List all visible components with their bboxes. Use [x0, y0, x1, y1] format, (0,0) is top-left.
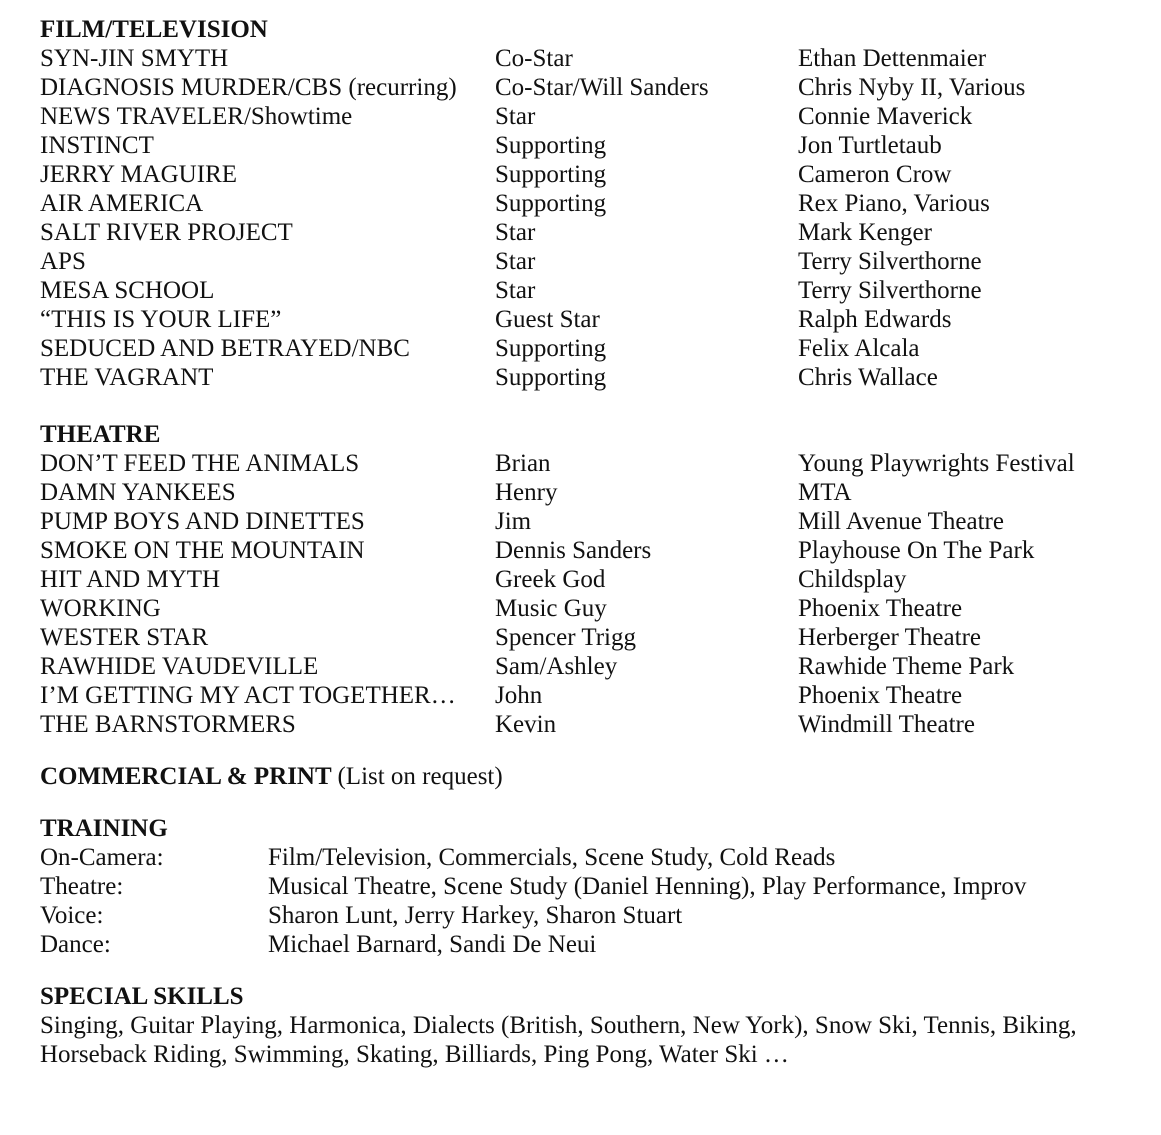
credit-title: SYN-JIN SMYTH [40, 45, 229, 72]
credit-venue: Mill Avenue Theatre [798, 508, 1004, 535]
credit-title: DON’T FEED THE ANIMALS [40, 450, 360, 477]
credit-role: Star [495, 277, 536, 304]
credit-role: Greek God [495, 566, 606, 593]
spacer [40, 392, 1140, 421]
credit-role: Brian [495, 450, 551, 477]
training-label: On-Camera: [40, 844, 164, 871]
credit-title: SMOKE ON THE MOUNTAIN [40, 537, 365, 564]
credit-role: Sam/Ashley [495, 653, 618, 680]
credit-title: I’M GETTING MY ACT TOGETHER… [40, 682, 456, 709]
credit-director: Rex Piano, Various [798, 190, 990, 217]
spacer [40, 959, 1140, 983]
credit-title: WORKING [40, 595, 161, 622]
credit-director: Chris Nyby II, Various [798, 74, 1026, 101]
theatre-credit-row [40, 507, 1140, 536]
theatre-credit-row [40, 623, 1140, 652]
credit-venue: Windmill Theatre [798, 711, 975, 738]
training-section [40, 815, 1140, 959]
credit-role: Jim [495, 508, 532, 535]
film-television-list [40, 44, 1140, 392]
credit-title: SALT RIVER PROJECT [40, 219, 293, 246]
credit-venue: Herberger Theatre [798, 624, 981, 651]
credit-role: Star [495, 219, 536, 246]
credit-director: Jon Turtletaub [798, 132, 942, 159]
credit-title: HIT AND MYTH [40, 566, 221, 593]
training-label: Voice: [40, 902, 104, 929]
theatre-credit-row [40, 652, 1140, 681]
training-row [40, 843, 1140, 872]
training-heading: TRAINING [40, 815, 168, 842]
credit-title: AIR AMERICA [40, 190, 204, 217]
credit-title: RAWHIDE VAUDEVILLE [40, 653, 319, 680]
credit-role: Star [495, 103, 536, 130]
credit-title: NEWS TRAVELER/Showtime [40, 103, 353, 130]
credit-director: Terry Silverthorne [798, 277, 982, 304]
credit-role: Supporting [495, 161, 607, 188]
film-television-section [40, 16, 1140, 392]
credit-title: INSTINCT [40, 132, 154, 159]
film-television-heading: FILM/TELEVISION [40, 16, 268, 43]
credit-role: Dennis Sanders [495, 537, 652, 564]
training-value: Musical Theatre, Scene Study (Daniel Henning), Play Performance, Improv [268, 873, 1027, 900]
film-credit-row [40, 102, 1140, 131]
credit-title: APS [40, 248, 86, 275]
theatre-heading: THEATRE [40, 421, 161, 448]
credit-role: Supporting [495, 190, 607, 217]
credit-title: MESA SCHOOL [40, 277, 215, 304]
spacer [40, 739, 1140, 763]
resume-page [40, 16, 1140, 1069]
film-credit-row [40, 305, 1140, 334]
credit-role: Star [495, 248, 536, 275]
credit-role: Henry [495, 479, 558, 506]
credit-role: Co-Star/Will Sanders [495, 74, 709, 101]
credit-role: Co-Star [495, 45, 573, 72]
credit-director: Ralph Edwards [798, 306, 952, 333]
theatre-credit-row [40, 449, 1140, 478]
training-row [40, 872, 1140, 901]
film-credit-row [40, 218, 1140, 247]
theatre-credit-row [40, 478, 1140, 507]
training-value: Sharon Lunt, Jerry Harkey, Sharon Stuart [268, 902, 683, 929]
credit-director: Chris Wallace [798, 364, 938, 391]
credit-role: Supporting [495, 132, 607, 159]
theatre-credit-row [40, 710, 1140, 739]
theatre-credit-row [40, 536, 1140, 565]
film-credit-row [40, 189, 1140, 218]
credit-title: DAMN YANKEES [40, 479, 236, 506]
theatre-list [40, 449, 1140, 739]
film-credit-row [40, 363, 1140, 392]
credit-title: THE BARNSTORMERS [40, 711, 296, 738]
credit-director: Felix Alcala [798, 335, 920, 362]
credit-role: Supporting [495, 335, 607, 362]
film-credit-row [40, 334, 1140, 363]
training-list [40, 843, 1140, 959]
training-row [40, 901, 1140, 930]
film-credit-row [40, 276, 1140, 305]
theatre-section [40, 421, 1140, 739]
credit-venue: Phoenix Theatre [798, 595, 963, 622]
film-credit-row [40, 73, 1140, 102]
credit-director: Ethan Dettenmaier [798, 45, 987, 72]
credit-venue: Childsplay [798, 566, 907, 593]
special-skills-heading: SPECIAL SKILLS [40, 983, 244, 1010]
credit-venue: MTA [798, 479, 852, 506]
film-credit-row [40, 44, 1140, 73]
credit-venue: Playhouse On The Park [798, 537, 1035, 564]
credit-role: Music Guy [495, 595, 607, 622]
credit-title: DIAGNOSIS MURDER/CBS (recurring) [40, 74, 457, 101]
credit-role: John [495, 682, 543, 709]
training-value: Michael Barnard, Sandi De Neui [268, 931, 597, 958]
film-credit-row [40, 160, 1140, 189]
credit-director: Terry Silverthorne [798, 248, 982, 275]
credit-role: Kevin [495, 711, 557, 738]
credit-director: Connie Maverick [798, 103, 973, 130]
spacer [40, 791, 1140, 815]
training-row [40, 930, 1140, 959]
credit-title: “THIS IS YOUR LIFE” [40, 306, 282, 333]
film-credit-row [40, 131, 1140, 160]
credit-director: Mark Kenger [798, 219, 932, 246]
credit-venue: Young Playwrights Festival [798, 450, 1075, 477]
credit-title: WESTER STAR [40, 624, 209, 651]
credit-role: Spencer Trigg [495, 624, 636, 651]
skills-line: Singing, Guitar Playing, Harmonica, Dialects (British, Southern, New York), Snow Ski, Tennis, Biking, [40, 1012, 1077, 1039]
training-label: Dance: [40, 931, 111, 958]
credit-venue: Phoenix Theatre [798, 682, 963, 709]
skills-line: Horseback Riding, Swimming, Skating, Billiards, Ping Pong, Water Ski … [40, 1041, 789, 1068]
credit-venue: Rawhide Theme Park [798, 653, 1015, 680]
training-value: Film/Television, Commercials, Scene Study, Cold Reads [268, 844, 836, 871]
credit-title: PUMP BOYS AND DINETTES [40, 508, 365, 535]
film-credit-row [40, 247, 1140, 276]
credit-title: THE VAGRANT [40, 364, 214, 391]
commercial-print-section [40, 763, 1140, 791]
commercial-print-title: COMMERCIAL & PRINT [40, 763, 332, 790]
theatre-credit-row [40, 594, 1140, 623]
training-label: Theatre: [40, 873, 124, 900]
commercial-print-note: (List on request) [337, 763, 503, 790]
credit-title: JERRY MAGUIRE [40, 161, 238, 188]
credit-title: SEDUCED AND BETRAYED/NBC [40, 335, 410, 362]
credit-role: Guest Star [495, 306, 600, 333]
theatre-credit-row [40, 565, 1140, 594]
special-skills-section [40, 983, 1140, 1069]
credit-role: Supporting [495, 364, 607, 391]
credit-director: Cameron Crow [798, 161, 952, 188]
commercial-print-heading [40, 763, 1140, 791]
theatre-credit-row [40, 681, 1140, 710]
